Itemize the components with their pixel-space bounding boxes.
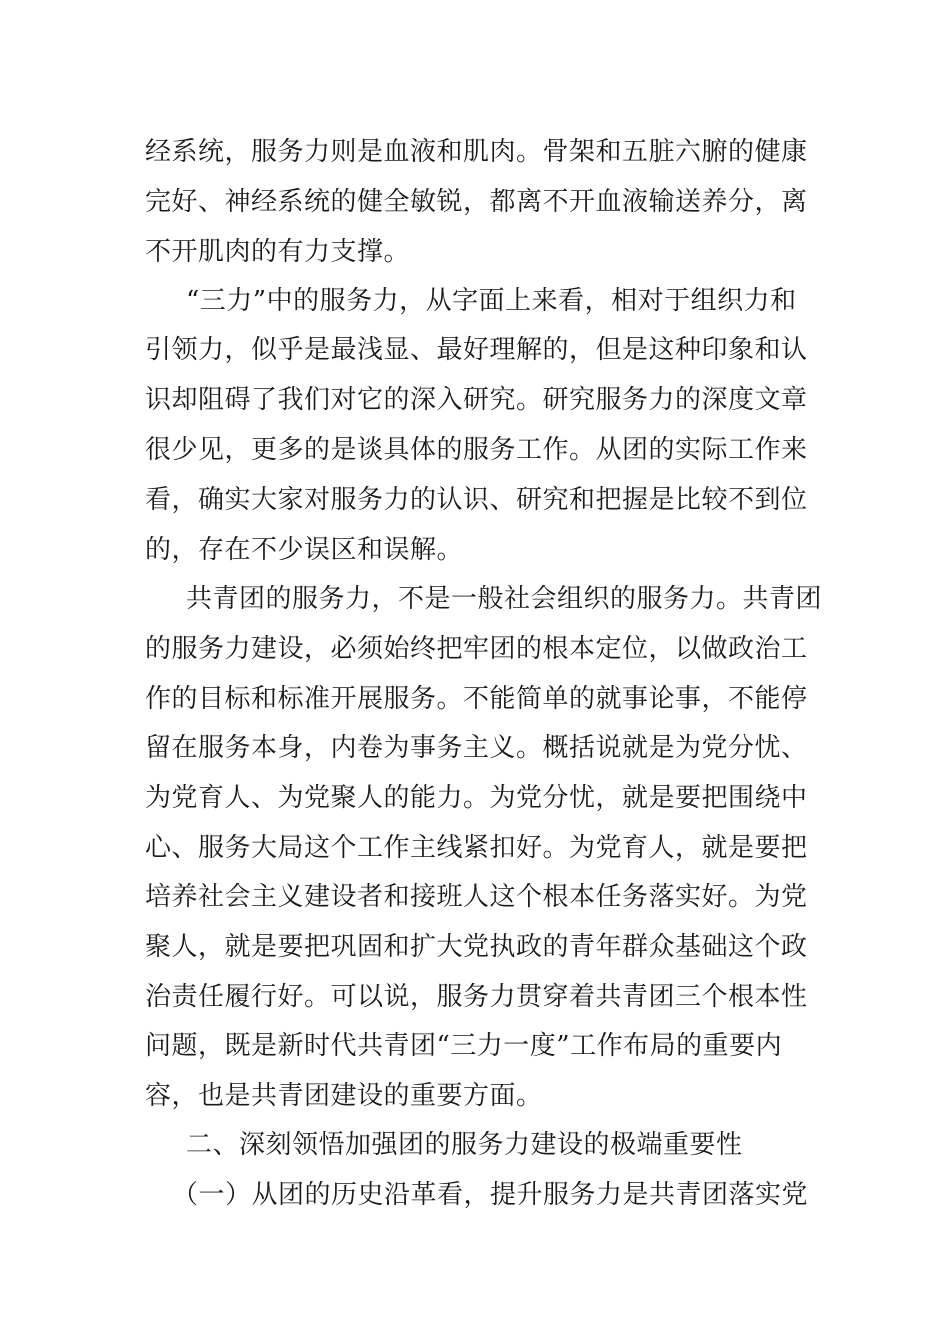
text-line: 容，也是共青团建设的重要方面。 — [145, 1081, 543, 1111]
text-line: 识却阻碍了我们对它的深入研究。研究服务力的深度文章 — [145, 385, 808, 415]
text-line: 问题，既是新时代共青团“三力一度”工作布局的重要内 — [145, 1031, 783, 1061]
section-heading: 二、深刻领悟加强团的服务力建设的极端重要性 — [186, 1130, 743, 1160]
text-line: 的，存在不少误区和误解。 — [145, 535, 464, 565]
text-line: 为党育人、为党聚人的能力。为党分忧，就是要把围绕中 — [145, 783, 808, 813]
paragraph-start-line: 共青团的服务力，不是一般社会组织的服务力。共青团 — [186, 584, 823, 614]
text-line: 很少见，更多的是谈具体的服务工作。从团的实际工作来 — [145, 435, 808, 465]
text-line: 治责任履行好。可以说，服务力贯穿着共青团三个根本性 — [145, 982, 808, 1012]
text-line: 经系统，服务力则是血液和肌肉。骨架和五脏六腑的健康 — [145, 137, 808, 167]
text-line: 不开肌肉的有力支撑。 — [145, 237, 411, 267]
subsection-heading: （一）从团的历史沿革看，提升服务力是共青团落实党 — [172, 1180, 809, 1210]
text-line: 培养社会主义建设者和接班人这个根本任务落实好。为党 — [145, 882, 808, 912]
text-line: 心、服务大局这个工作主线紧扣好。为党育人，就是要把 — [145, 833, 808, 863]
text-line: 留在服务本身，内卷为事务主义。概括说就是为党分忧、 — [145, 733, 808, 763]
text-line: 看，确实大家对服务力的认识、研究和把握是比较不到位 — [145, 485, 808, 515]
text-line: 聚人，就是要把巩固和扩大党执政的青年群众基础这个政 — [145, 932, 808, 962]
text-line: 引领力，似乎是最浅显、最好理解的，但是这种印象和认 — [145, 335, 808, 365]
paragraph-start-line: “三力”中的服务力，从字面上来看，相对于组织力和 — [186, 286, 797, 316]
text-line: 完好、神经系统的健全敏锐，都离不开血液输送养分，离 — [145, 187, 808, 217]
text-line: 的服务力建设，必须始终把牢团的根本定位，以做政治工 — [145, 634, 808, 664]
text-line: 作的目标和标准开展服务。不能简单的就事论事，不能停 — [145, 684, 808, 714]
